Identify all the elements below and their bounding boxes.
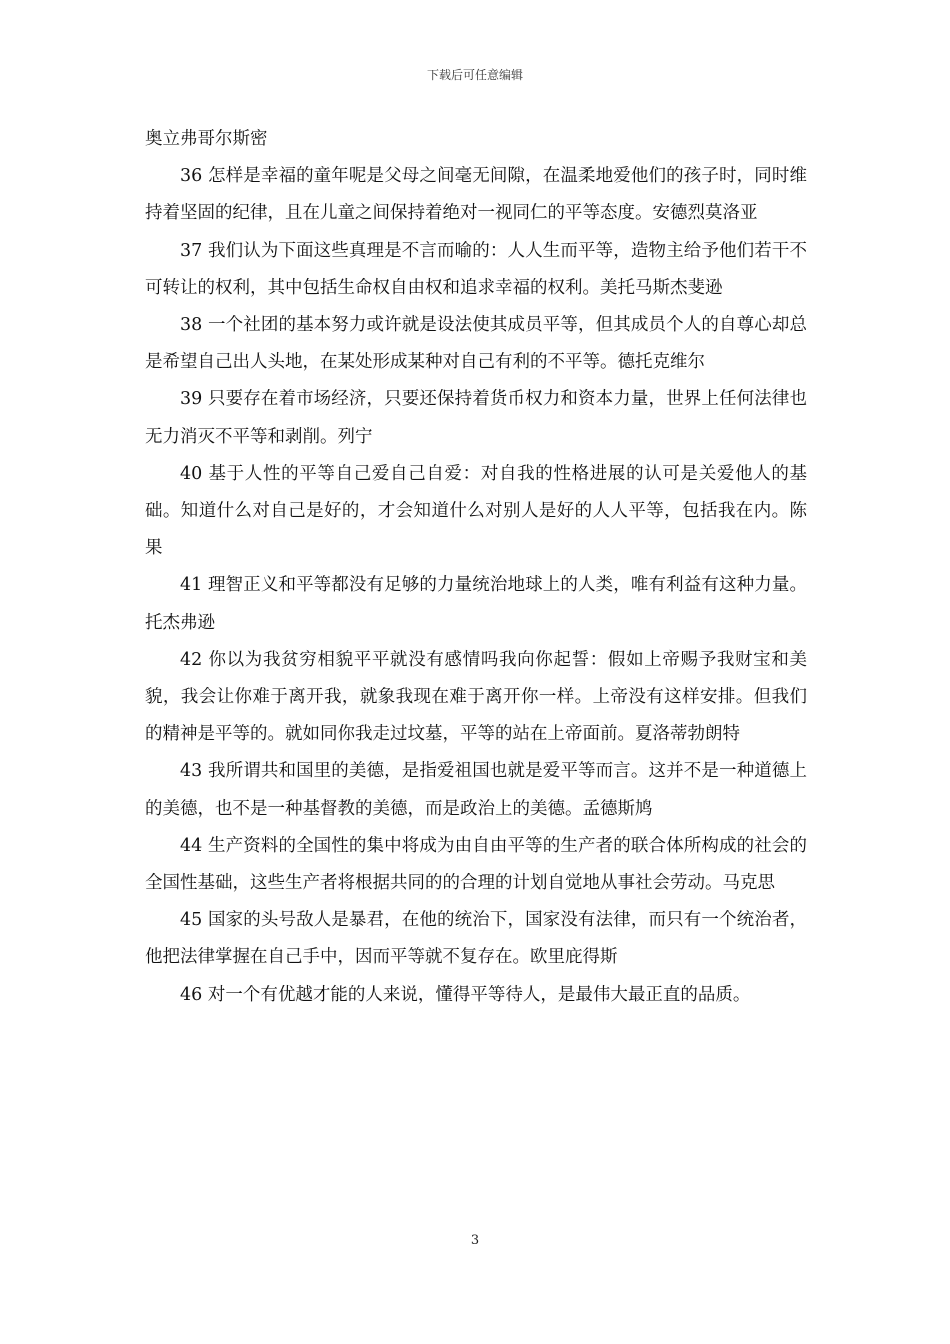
paragraph-continued: 奥立弗哥尔斯密 — [145, 129, 268, 149]
paragraph-quote-39: 39 只要存在着市场经济，只要还保持着货币权力和资本力量，世界上任何法律也无力消灭不平等和剥削。列宁 — [145, 389, 807, 447]
paragraph-quote-40: 40 基于人性的平等自己爱自己自爱：对自我的性格进展的认可是关爱他人的基础。知道什么对自己是好的，才会知道什么对别人是好的人人平等，包括我在内。陈果 — [145, 463, 807, 559]
paragraph-quote-38: 38 一个社团的基本努力或许就是设法使其成员平等，但其成员个人的自尊心却总是希望自己出人头地，在某处形成某种对自己有利的不平等。德托克维尔 — [145, 315, 807, 373]
document-body — [145, 121, 807, 1014]
paragraph-quote-45: 45 国家的头号敌人是暴君，在他的统治下，国家没有法律，而只有一个统治者，他把法律掌握在自己手中，因而平等就不复存在。欧里庇得斯 — [145, 910, 807, 968]
paragraph-quote-46: 46 对一个有优越才能的人来说，懂得平等待人，是最伟大最正直的品质。 — [180, 984, 751, 1005]
paragraph-quote-43: 43 我所谓共和国里的美德，是指爱祖国也就是爱平等而言。这并不是一种道德上的美德，也不是一种基督教的美德，而是政治上的美德。孟德斯鸠 — [145, 761, 807, 819]
paragraph-quote-37: 37 我们认为下面这些真理是不言而喻的：人人生而平等，造物主给予他们若干不可转让的权利，其中包括生命权自由权和追求幸福的权利。美托马斯杰斐逊 — [145, 240, 807, 298]
paragraph-quote-42: 42 你以为我贫穷相貌平平就没有感情吗我向你起誓：假如上帝赐予我财宝和美貌，我会让你难于离开我，就象我现在难于离开你一样。上帝没有这样安排。但我们的精神是平等的。就如同你我走过坟墓，平等的站在上帝面前。夏洛蒂勃朗特 — [145, 649, 807, 745]
page-header: 下载后可任意编辑 — [426, 68, 523, 82]
page-number: 3 — [470, 1233, 480, 1248]
paragraph-quote-36: 36 怎样是幸福的童年呢是父母之间毫无间隙，在温柔地爱他们的孩子时，同时维持着坚固的纪律，且在儿童之间保持着绝对一视同仁的平等态度。安德烈莫洛亚 — [145, 166, 807, 224]
paragraph-quote-41: 41 理智正义和平等都没有足够的力量统治地球上的人类，唯有利益有这种力量。托杰弗逊 — [145, 575, 807, 633]
paragraph-quote-44: 44 生产资料的全国性的集中将成为由自由平等的生产者的联合体所构成的社会的全国性基础，这些生产者将根据共同的的合理的计划自觉地从事社会劳动。马克思 — [145, 835, 807, 894]
